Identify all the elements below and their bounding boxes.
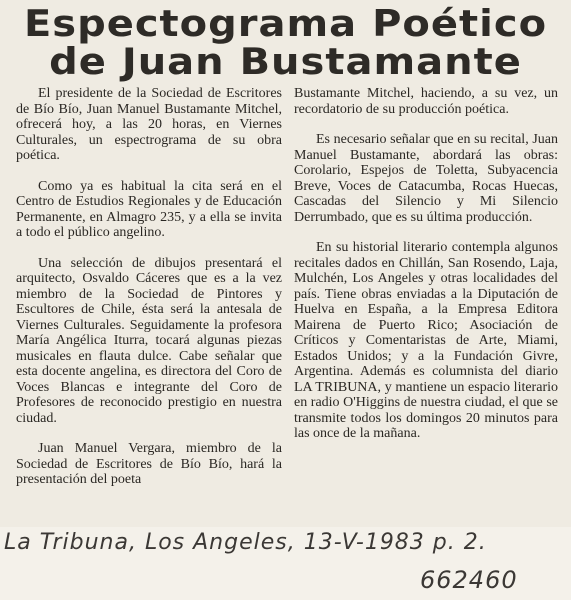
paragraph: Juan Manuel Vergara, miembro de la Sociedad de Escritores de Bío Bío, hará la presentación del poeta [16, 441, 282, 487]
left-column [16, 86, 282, 503]
right-column [294, 86, 558, 457]
paragraph: Una selección de dibujos presentará el arquitecto, Osvaldo Cáceres que es a la vez miembro de la Sociedad de Pintores y Escultores de Chile, ésta será la antesala de Viernes Culturales. Seguidamente la profesora María Angélica Iturra, tocará algunas piezas musicales en flauta dulce. Cabe señalar que esta docente angelina, es directora del Coro de Voces Blancas e integrante del Coro de Profesores de reconocido prestigio en nuestra ciudad. [16, 255, 282, 426]
handwritten-catalog-number: 662460 [420, 566, 518, 594]
paragraph: Bustamante Mitchel, haciendo, a su vez, un recordatorio de su producción poética. [294, 86, 558, 117]
headline-line-2: de Juan Bustamante [49, 40, 522, 84]
handwritten-source-note: La Tribuna, Los Angeles, 13-V-1983 p. 2. [4, 530, 487, 555]
paragraph: Como ya es habitual la cita será en el Centro de Estudios Regionales y de Educación Permanente, en Almagro 235, y a ella se invita a todo el público angelino. [16, 178, 282, 240]
headline-line-1: Espectograma Poético [23, 2, 548, 46]
paragraph: El presidente de la Sociedad de Escritores de Bío Bío, Juan Manuel Bustamante Mitchel, ofrecerá hoy, a las 20 horas, en Viernes Culturales, un espectrograma de su obra poética. [16, 86, 282, 163]
paragraph: Es necesario señalar que en su recital, Juan Manuel Bustamante, abordará las obras: Corolario, Espejos de Toletta, Subyacencia Breve, Voces de Catacumba, Rocas Huecas, Cascadas del Silencio y Mi Silencio Derrumbado, que es su última producción. [294, 132, 558, 225]
paragraph: En su historial literario contempla algunos recitales dados en Chillán, San Rosendo, Laja, Mulchén, Los Angeles y otras localidades del país. Tiene obras enviadas a la Diputación de Huelva en España, a la Empresa Editora Mairena de Puerto Rico; Asociación de Críticos y Comentaristas de Arte, Miami, Estados Unidos; y a la Fundación Givre, Argentina. Además es columnista del diario LA TRIBUNA, y mantiene un espacio literario en radio O'Higgins de nuestra ciudad, el que se transmite todos los domingos 20 minutos para las once de la mañana. [294, 240, 558, 441]
